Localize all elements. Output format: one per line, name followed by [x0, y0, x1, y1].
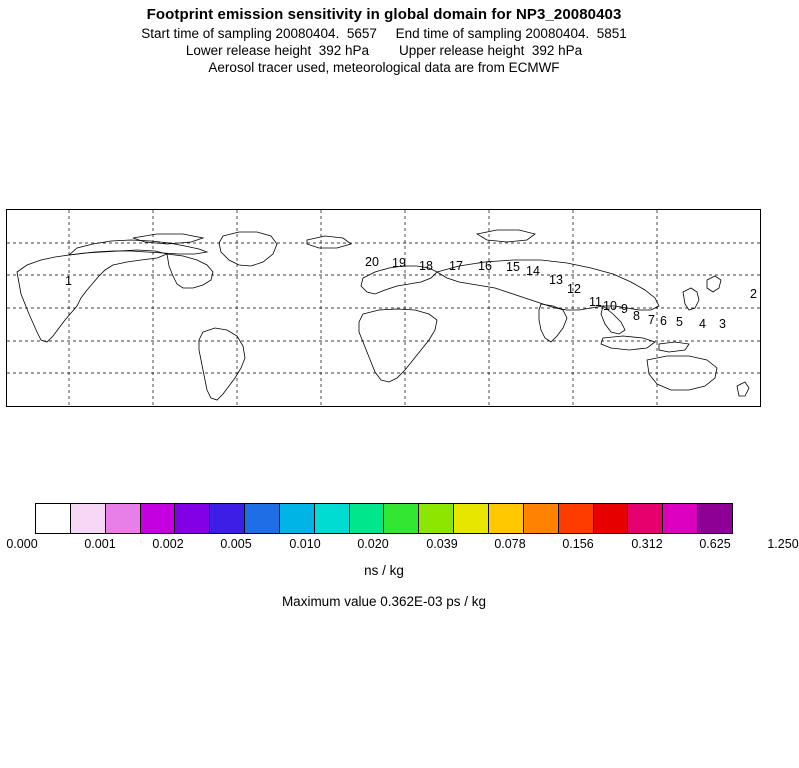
release-point-label: 11: [589, 295, 602, 309]
colorbar: [35, 503, 733, 534]
colorbar-cell: [594, 504, 629, 533]
tracer-met-line: Aerosol tracer used, meteorological data are from ECMWF: [208, 60, 560, 75]
release-point-label: 9: [621, 302, 628, 316]
release-point-label: 13: [549, 273, 563, 287]
colorbar-tick: 0.001: [84, 537, 116, 551]
release-height-line: Lower release height 392 hPa Upper release height 392 hPa: [185, 43, 583, 58]
release-point-label: 8: [633, 309, 640, 323]
colorbar-tick: 0.000: [6, 537, 38, 551]
release-point-label: 6: [660, 314, 667, 328]
colorbar-cell: [245, 504, 280, 533]
release-point-label: 20: [365, 255, 379, 269]
colorbar-cell: [106, 504, 141, 533]
map-panel: [6, 209, 761, 407]
colorbar-tick: 0.312: [631, 537, 663, 551]
colorbar-tick: 0.039: [426, 537, 458, 551]
release-point-label: 7: [648, 313, 655, 327]
colorbar-cell: [350, 504, 385, 533]
colorbar-cell: [36, 504, 71, 533]
colorbar-tick: 0.002: [152, 537, 184, 551]
release-point-label: 17: [449, 259, 463, 273]
release-point-label: 4: [699, 317, 706, 331]
colorbar-cell: [210, 504, 245, 533]
release-point-label: 19: [392, 256, 406, 270]
release-point-label: 12: [567, 282, 581, 296]
colorbar-cell: [315, 504, 350, 533]
colorbar-cell: [175, 504, 210, 533]
colorbar-cell: [489, 504, 524, 533]
colorbar-tick: 0.078: [494, 537, 526, 551]
release-point-label: 5: [676, 315, 683, 329]
colorbar-tick-labels: [0, 537, 799, 553]
colorbar-tick: 0.005: [220, 537, 252, 551]
colorbar-tick: 0.020: [357, 537, 389, 551]
colorbar-tick: 0.010: [289, 537, 321, 551]
colorbar-tick: 0.625: [699, 537, 731, 551]
release-point-label: 10: [603, 299, 617, 313]
colorbar-cell: [524, 504, 559, 533]
release-point-label: 18: [419, 259, 433, 273]
colorbar-cell: [280, 504, 315, 533]
colorbar-cell: [454, 504, 489, 533]
colorbar-cell: [663, 504, 698, 533]
release-point-label: 16: [478, 259, 492, 273]
release-point-label: 1: [65, 274, 72, 288]
release-point-labels: [7, 210, 760, 406]
colorbar-cell: [71, 504, 106, 533]
colorbar-tick: 1.250: [767, 537, 799, 551]
page-title: Footprint emission sensitivity in global domain for NP3_20080403: [146, 6, 622, 23]
maximum-value-label: Maximum value 0.362E-03 ps / kg: [281, 594, 487, 609]
colorbar-cell: [419, 504, 454, 533]
release-point-label: 15: [506, 260, 520, 274]
sampling-time-line: Start time of sampling 20080404. 5657 End time of sampling 20080404. 5851: [141, 26, 627, 41]
colorbar-cell: [698, 504, 732, 533]
colorbar-cell: [141, 504, 176, 533]
colorbar-cell: [628, 504, 663, 533]
release-point-label: 2: [750, 287, 757, 301]
release-point-label: 3: [719, 317, 726, 331]
chart-header: [0, 0, 768, 75]
colorbar-cell: [559, 504, 594, 533]
colorbar-unit-label: ns / kg: [364, 563, 404, 578]
release-point-label: 14: [526, 264, 540, 278]
colorbar-tick: 0.156: [562, 537, 594, 551]
colorbar-cell: [384, 504, 419, 533]
